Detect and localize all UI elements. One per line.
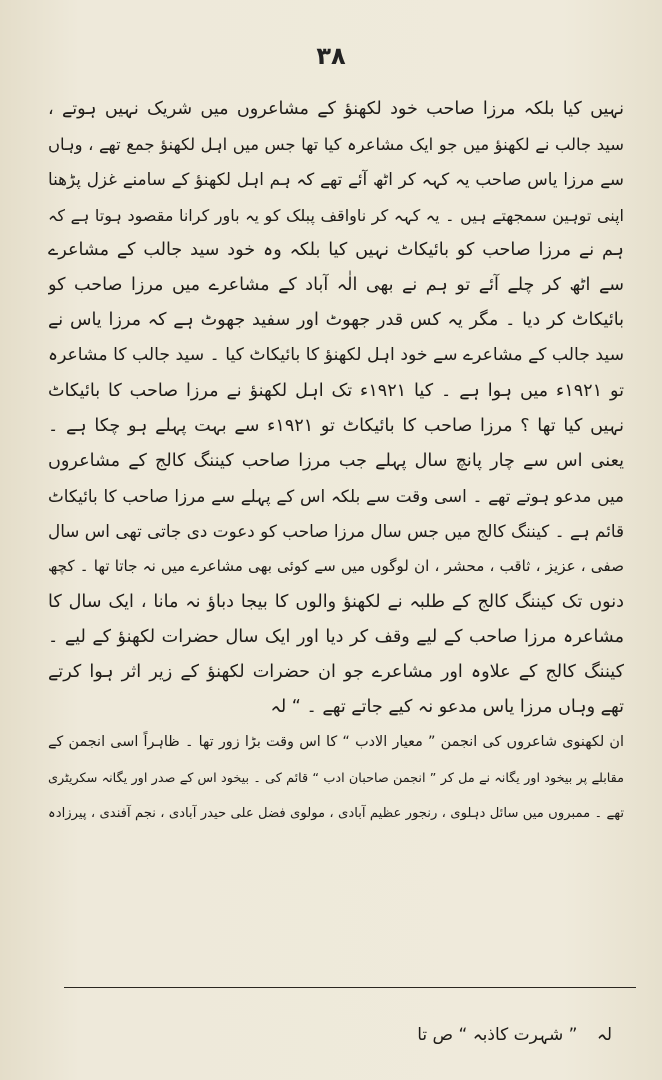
text-line: مشاعرہ مرزا صاحب کے لیے وقف کر دیا اور ایک سال حضرات لکھنؤ کے لیے ۔: [48, 626, 624, 647]
body-text: [48, 92, 624, 831]
footnote-divider: [64, 987, 636, 988]
text-line: ان لکھنوی شاعروں کی انجمن ” معیار الادب “ کا اس وقت بڑا زور تھا ۔ ظاہراً اسی انجمن کے: [48, 734, 624, 751]
text-line: میں مدعو ہوتے تھے ۔ اسی وقت سے بلکہ اس کے پہلے سے مرزا صاحب کا بائیکاٹ: [48, 486, 624, 507]
text-line: نہیں کیا بلکہ مرزا صاحب خود لکھنؤ کے مشاعروں میں شریک نہیں ہوتے ،: [48, 99, 624, 119]
text-line: تھے ۔ ممبروں میں سائل دہلوی ، رنجور عظیم آبادی ، مولوی فضل علی حیدر آبادی ، نجم آفندی ، پیرزادہ: [48, 805, 624, 821]
text-line: سے مرزا یاس صاحب یہ کہہ کر اٹھ آئے تھے کہ ہم اہل لکھنؤ کے سامنے غزل پڑھنا: [48, 169, 624, 190]
footnote: [417, 1020, 612, 1050]
text-line: قائم ہے ۔ کیننگ کالج میں جس سال مرزا صاحب کو دعوت دی جاتی تھی اس سال: [48, 521, 624, 542]
text-line: سید جالب نے لکھنؤ میں جو ایک مشاعرہ کیا تھا جس میں اہل لکھنؤ جمع تھے ، وہاں: [48, 135, 624, 155]
text-line: بائیکاٹ کر دیا ۔ مگر یہ کس قدر جھوٹ اور سفید جھوٹ ہے کہ مرزا یاس نے: [48, 310, 624, 331]
text-line: یعنی اس سے چار پانچ سال پہلے جب مرزا صاحب کیننگ کالج کے مشاعروں: [48, 450, 624, 471]
text-line: کیننگ کالج کے علاوہ اور مشاعرے جو ان حضرات لکھنؤ کے زیر اثر ہوا کرتے: [48, 662, 624, 682]
text-line: دنوں تک کیننگ کالج کے طلبہ نے لکھنؤ والوں کا بیجا دباؤ نہ مانا ، ایک سال کا: [48, 591, 624, 612]
text-line: مقابلے پر بیخود اور یگانہ نے مل کر ” انجمن صاحبان ادب “ قائم کی ۔ بیخود اس کے صدر اور یگانہ سکریٹری: [48, 770, 624, 786]
text-line: اپنی توہین سمجھتے ہیں ۔ یہ کہہ کر ناواقف پبلک کو یہ باور کرانا مقصود ہوتا ہے کہ: [48, 205, 624, 225]
text-line: سید جالب کے مشاعرے سے خود اہل لکھنؤ کا بائیکاٹ کیا ۔ سید جالب کا مشاعرہ: [48, 345, 624, 366]
text-line: سے اٹھ کر چلے آئے تو ہم نے بھی الٰہ آباد کے مشاعرے میں مرزا صاحب کو: [48, 274, 624, 295]
text-line: تھے وہاں مرزا یاس مدعو نہ کیے جاتے تھے ۔ “ لہ: [270, 697, 624, 718]
footnote-mark: لہ: [596, 1025, 612, 1045]
text-line: ہم نے مرزا صاحب کو بائیکاٹ نہیں کیا بلکہ وہ خود سید جالب کے مشاعرے: [48, 239, 624, 260]
text-line: تو ۱۹۲۱ء میں ہوا ہے ۔ کیا ۱۹۲۱ء تک اہل لکھنؤ نے مرزا صاحب کا بائیکاٹ: [48, 380, 624, 401]
footnote-text: ” شہرت کاذبہ “ ص تا: [417, 1025, 578, 1045]
page-number: ۳۸: [316, 42, 346, 70]
text-line: نہیں کیا تھا ؟ مرزا صاحب کا بائیکاٹ تو ۱۹۲۱ء سے بہت پہلے ہو چکا ہے ۔: [48, 415, 624, 436]
text-line: صفی ، عزیز ، ثاقب ، محشر ، ان لوگوں میں سے کوئی بھی مشاعرے میں نہ جاتا تھا ۔ کچھ: [48, 557, 624, 576]
